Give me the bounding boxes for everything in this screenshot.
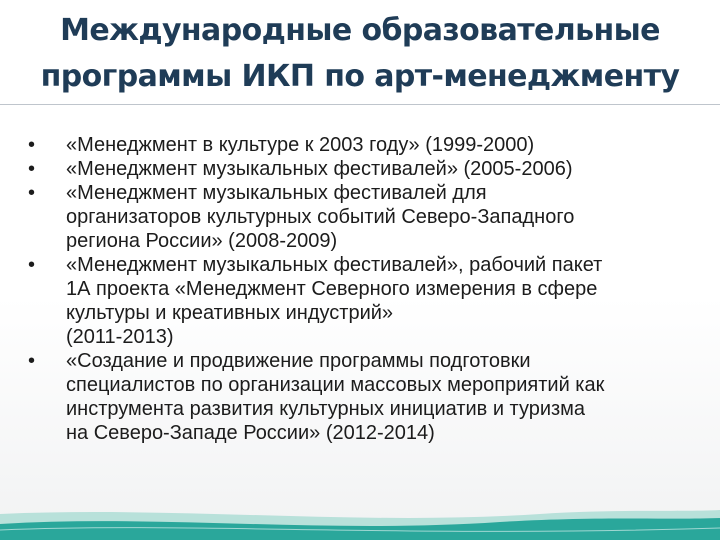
bullet-icon: • [28, 350, 36, 372]
bullet-item-3 [24, 181, 704, 253]
bullet-text: региона России» (2008-2009) [66, 230, 338, 252]
title-line-1: Международные образовательные [60, 13, 660, 48]
bullet-icon: • [28, 134, 36, 156]
bullet-icon: • [28, 158, 36, 180]
title-line-2: программы ИКП по арт-менеджменту [40, 59, 680, 94]
bullet-text: на Северо-Западе России» (2012-2014) [66, 422, 435, 444]
bullet-text: «Менеджмент в культуре к 2003 году» (1999-2000) [66, 134, 535, 156]
bullet-text: организаторов культурных событий Северо-Западного [66, 206, 575, 228]
bullet-icon: • [28, 182, 36, 204]
bullet-text: «Менеджмент музыкальных фестивалей» (2005-2006) [66, 158, 573, 180]
bullet-text: культуры и креативных индустрий» [66, 302, 394, 324]
footer-wave-decoration [0, 504, 720, 540]
bullet-text: 1А проекта «Менеджмент Северного измерения в сфере [66, 278, 598, 300]
bullet-item-4 [24, 253, 704, 349]
title-divider [0, 104, 720, 105]
bullet-list [24, 133, 704, 445]
bullet-text: инструмента развития культурных инициатив и туризма [66, 398, 586, 420]
bullet-text: «Создание и продвижение программы подготовки [66, 350, 531, 372]
slide-title [0, 8, 720, 100]
bullet-item-2 [24, 157, 704, 181]
bullet-text: «Менеджмент музыкальных фестивалей для [66, 182, 487, 204]
bullet-icon: • [28, 254, 36, 276]
bullet-item-1 [24, 133, 704, 157]
bullet-item-5 [24, 349, 704, 445]
bullet-text: «Менеджмент музыкальных фестивалей», рабочий пакет [66, 254, 603, 276]
bullet-text: специалистов по организации массовых мероприятий как [66, 374, 605, 396]
bullet-text: (2011-2013) [66, 326, 174, 348]
